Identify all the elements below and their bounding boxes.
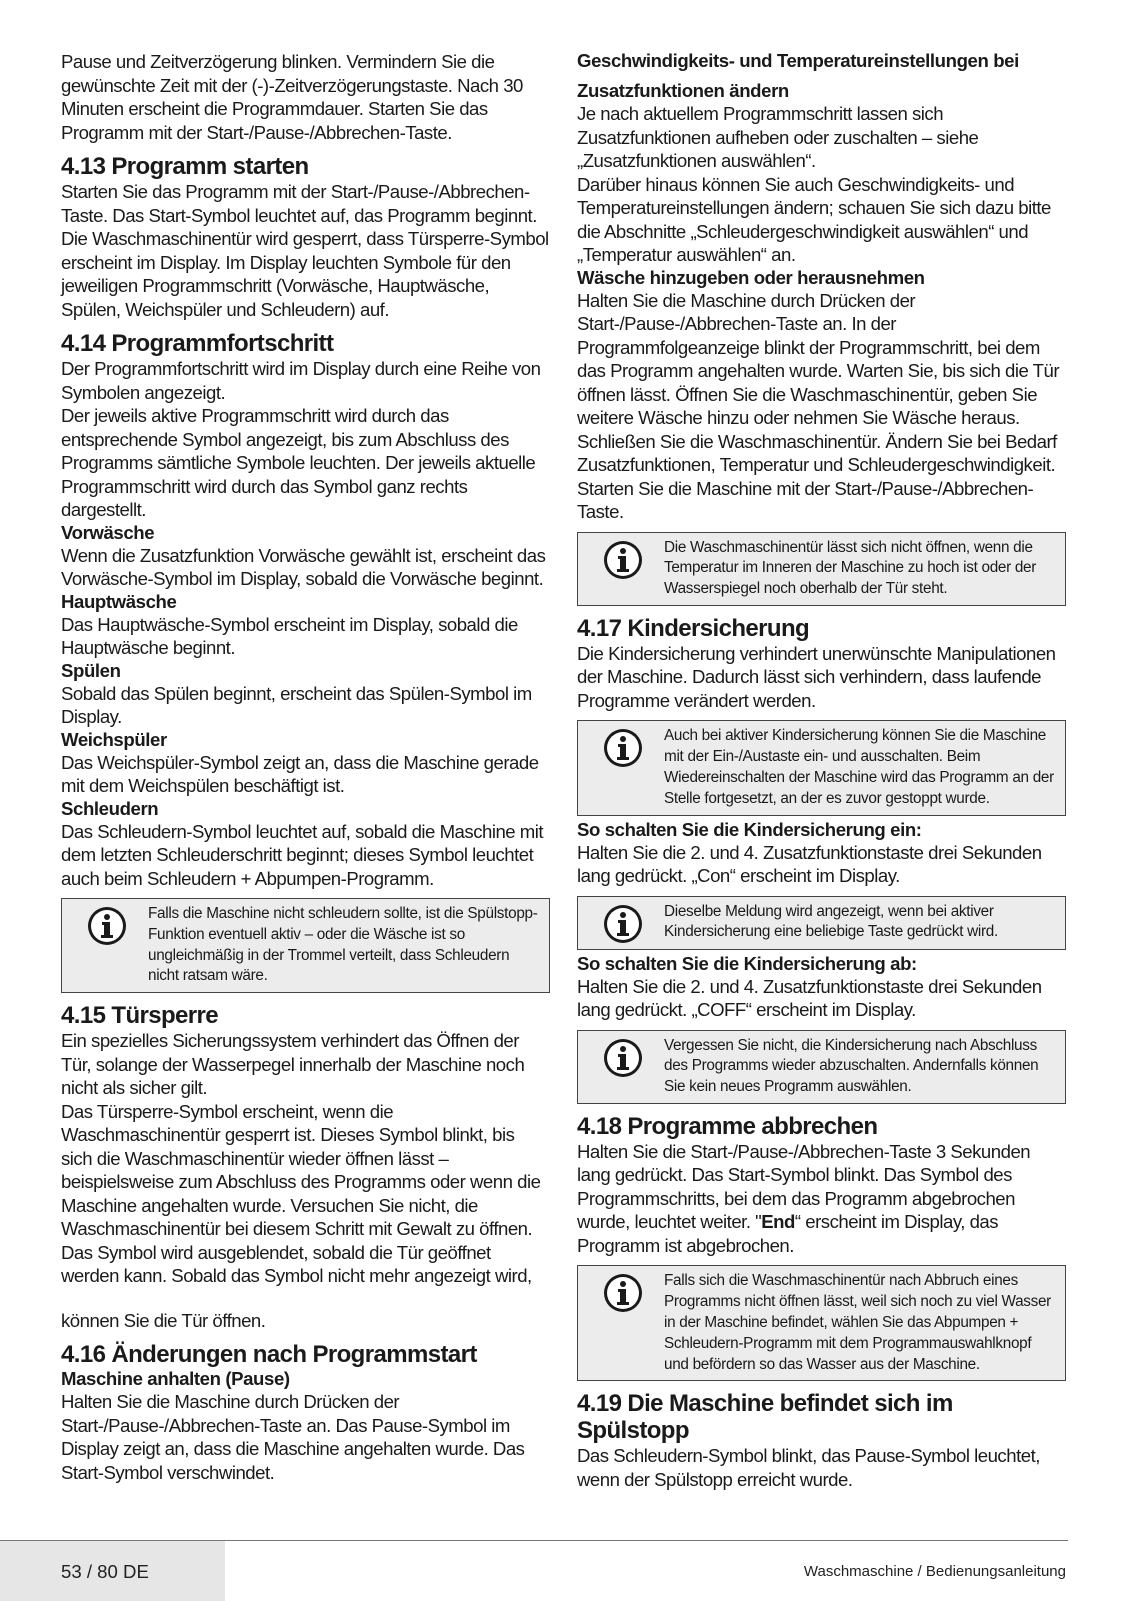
subheading-vorwaesche: Vorwäsche: [61, 521, 155, 543]
subheading-kindersicherung-ein: So schalten Sie die Kindersicherung ein:: [577, 818, 922, 840]
paragraph-4-15-b: Das Türsperre-Symbol erscheint, wenn die Waschmaschinentür gesperrt ist. Dieses Symbol blinkt, bis sich die Waschmaschinentür wieder öffnen lässt – beispielsweise zum Abschluss des Programms oder wenn die Maschine angehalten wurde. Versuchen Sie nicht, die Waschmaschinentür bei diesem Schritt mit Gewalt zu öffnen. Das Symbol wird ausgeblendet, sobald die Tür geöffnet werden kann. Sobald das Symbol nicht mehr angezeigt wird,: [61, 1100, 541, 1287]
paragraph-4-14-a: Der Programmfortschritt wird im Display durch eine Reihe von Symbolen angezeigt.: [61, 358, 541, 403]
note-text: Vergessen Sie nicht, die Kindersicherung nach Abschluss des Programms wieder abzuschalten. Andernfalls können Sie kein neues Programm auswählen.: [664, 1036, 1039, 1096]
text-segment: “ erscheint im Display, das Programm ist abgebrochen.: [577, 1211, 999, 1256]
heading-4-15: 4.15 Türsperre: [61, 1002, 219, 1030]
info-note-abbruch: [577, 1265, 1066, 1381]
info-icon: [87, 906, 127, 946]
paragraph-spuelen: Sobald das Spülen beginnt, erscheint das Spülen-Symbol im Display.: [61, 682, 532, 727]
paragraph-pause: Halten Sie die Maschine durch Drücken der Start-/Pause-/Abbrechen-Taste an. Das Pause-Symbol im Display zeigt an, dass die Maschine angehalten wurde. Das Start-Symbol verschwindet.: [61, 1391, 525, 1483]
note-text: Falls sich die Waschmaschinentür nach Abbruch eines Programms nicht öffnen lässt, weil sich noch zu viel Wasser in der Maschine befindet, wählen Sie das Abpumpen + Schleudern-Programm mit dem Programmauswahlknopf und befördern so das Wasser aus der Maschine.: [664, 1272, 1051, 1373]
subheading-geschwindigkeit-1: Geschwindigkeits- und Temperatureinstellungen bei: [577, 50, 1019, 71]
paragraph-schleudern: Das Schleudern-Symbol leuchtet auf, sobald die Maschine mit dem letzten Schleuderschritt beginnt; dieses Symbol leuchtet auch beim Schleudern + Abpumpen-Programm.: [61, 820, 544, 889]
info-icon: [603, 728, 643, 768]
note-text: Dieselbe Meldung wird angezeigt, wenn bei aktiver Kindersicherung eine beliebige Taste gedrückt wird.: [664, 902, 998, 941]
heading-4-18: 4.18 Programme abbrechen: [577, 1112, 878, 1140]
paragraph-kindersicherung-ab: Halten Sie die 2. und 4. Zusatzfunktionstaste drei Sekunden lang gedrückt. „COFF“ erscheint im Display.: [577, 975, 1042, 1021]
paragraph-waesche: Halten Sie die Maschine durch Drücken der Start-/Pause-/Abbrechen-Taste an. In der Programmfolgeanzeige blinkt der Programmschritt, bei dem das Programm angehalten wurde. Warten Sie, bis sich die Tür öffnen lässt. Öffnen Sie die Waschmaschinentür, geben Sie weitere Wäsche hinzu oder nehmen Sie Wäsche heraus. Schließen Sie die Waschmaschinentür. Ändern Sie bei Bedarf Zusatzfunktionen, Temperatur und Schleudergeschwindigkeit. Starten Sie die Maschine mit der Start-/Pause-/Abbrechen-Taste.: [577, 289, 1060, 522]
paragraph-4-19: Das Schleudern-Symbol blinkt, das Pause-Symbol leuchtet, wenn der Spülstopp erreicht wurde.: [577, 1445, 1040, 1490]
subheading-weichspueler: Weichspüler: [61, 728, 167, 750]
heading-4-14: 4.14 Programmfortschritt: [61, 330, 334, 357]
subheading-spuelen: Spülen: [61, 659, 121, 681]
right-column: [577, 50, 1066, 1491]
subheading-hauptwaesche: Hauptwäsche: [61, 590, 177, 612]
heading-4-19: 4.19 Die Maschine befindet sich im Spülstopp: [577, 1390, 953, 1445]
info-icon: [603, 1038, 643, 1078]
paragraph-4-13: Starten Sie das Programm mit der Start-/Pause-/Abbrechen-Taste. Das Start-Symbol leuchtet auf, das Programm beginnt. Die Waschmaschinentür wird gesperrt, dass Türsperre-Symbol erscheint im Display. Im Display leuchten Symbole für den jeweiligen Programmschritt (Vorwäsche, Hauptwäsche, Spülen, Weichspüler und Schleudern) auf.: [61, 181, 549, 320]
paragraph-4-15-c: können Sie die Tür öffnen.: [61, 1309, 266, 1331]
info-icon: [603, 1273, 643, 1313]
paragraph-kindersicherung-ein: Halten Sie die 2. und 4. Zusatzfunktionstaste drei Sekunden lang gedrückt. „Con“ erscheint im Display.: [577, 841, 1042, 887]
footer-document-title: Waschmaschine / Bedienungsanleitung: [803, 1563, 1066, 1580]
paragraph-weichspueler: Das Weichspüler-Symbol zeigt an, dass die Maschine gerade mit dem Weichspülen beschäftigt ist.: [61, 751, 539, 796]
info-icon: [603, 904, 643, 944]
paragraph-4-14-b: Der jeweils aktive Programmschritt wird durch das entsprechende Symbol angezeigt, bis zum Abschluss des Programms sämtliche Symbole leuchten. Der jeweils aktuelle Programmschritt wird durch das Symbol ganz rechts dargestellt.: [61, 405, 536, 520]
paragraph-4-18: [577, 1140, 1066, 1258]
subheading-schleudern: Schleudern: [61, 797, 159, 819]
info-note-meldung: [577, 896, 1066, 950]
subheading-geschwindigkeit-2: Zusatzfunktionen ändern: [577, 80, 789, 101]
info-note-tuer: [577, 532, 1066, 606]
info-note-kindersicherung: [577, 720, 1066, 815]
paragraph-geschwindigkeit-a: Je nach aktuellem Programmschritt lassen sich Zusatzfunktionen aufheben oder zuschalten – siehe „Zusatzfunktionen auswählen“.: [577, 103, 979, 171]
paragraph-vorwaesche: Wenn die Zusatzfunktion Vorwäsche gewählt ist, erscheint das Vorwäsche-Symbol im Display, sobald die Vorwäsche beginnt.: [61, 544, 546, 589]
subheading-kindersicherung-ab: So schalten Sie die Kindersicherung ab:: [577, 952, 917, 974]
left-column: [61, 50, 550, 1484]
heading-4-13: 4.13 Programm starten: [61, 153, 309, 180]
paragraph-hauptwaesche: Das Hauptwäsche-Symbol erscheint im Display, sobald die Hauptwäsche beginnt.: [61, 613, 518, 658]
info-note-vergessen: [577, 1030, 1066, 1104]
text-segment: Halten Sie die Start-/Pause-/Abbrechen-Taste 3 Sekunden lang gedrückt. Das Start-Symbol blinkt. Das Symbol des Programmschritts, bei dem das Programm abgebrochen wurde, leuchtet weiter. ": [577, 1140, 1031, 1233]
paragraph-geschwindigkeit-b: Darüber hinaus können Sie auch Geschwindigkeits- und Temperatureinstellungen ändern; schauen Sie sich dazu bitte die Abschnitte „Schleudergeschwindigkeit auswählen“ und „Temperatur auswählen“ an.: [577, 173, 1051, 265]
subheading-pause: Maschine anhalten (Pause): [61, 1368, 290, 1390]
subheading-waesche: Wäsche hinzugeben oder herausnehmen: [577, 266, 925, 288]
note-text: Auch bei aktiver Kindersicherung können Sie die Maschine mit der Ein-/Austaste ein- und ausschalten. Beim Wiedereinschalten der Maschine wird das Programm an der Stelle fortgesetzt, an der es zuvor gestoppt wurde.: [664, 727, 1054, 807]
info-icon: [603, 540, 643, 580]
intro-paragraph: Pause und Zeitverzögerung blinken. Vermindern Sie die gewünschte Zeit mit der (-)-Zeitverzögerungstaste. Nach 30 Minuten erscheint die Programmdauer. Starten Sie das Programm mit der Start-/Pause-/Abbrechen-Taste.: [61, 51, 523, 143]
heading-4-17: 4.17 Kindersicherung: [577, 614, 810, 642]
page-number: 53 / 80 DE: [61, 1561, 149, 1582]
info-note-schleudern: [61, 898, 550, 993]
note-text: Falls die Maschine nicht schleudern sollte, ist die Spülstopp-Funktion eventuell aktiv – oder die Wäsche ist so ungleichmäßig in der Trommel verteilt, dass Schleudern nicht ratsam wäre.: [148, 905, 538, 985]
note-text: Die Waschmaschinentür lässt sich nicht öffnen, wenn die Temperatur im Inneren der Maschine zu hoch ist oder der Wasserspiegel noch oberhalb der Tür steht.: [664, 538, 1037, 598]
heading-4-16: 4.16 Änderungen nach Programmstart: [61, 1341, 477, 1369]
paragraph-4-17: Die Kindersicherung verhindert unerwünschte Manipulationen der Maschine. Dadurch lässt sich verhindern, dass laufende Programme verändert werden.: [577, 642, 1056, 711]
end-display-code: End: [761, 1211, 795, 1233]
paragraph-4-15-a: Ein spezielles Sicherungssystem verhindert das Öffnen der Tür, solange der Wasserpegel innerhalb der Maschine noch nicht als sicher gilt.: [61, 1030, 525, 1099]
